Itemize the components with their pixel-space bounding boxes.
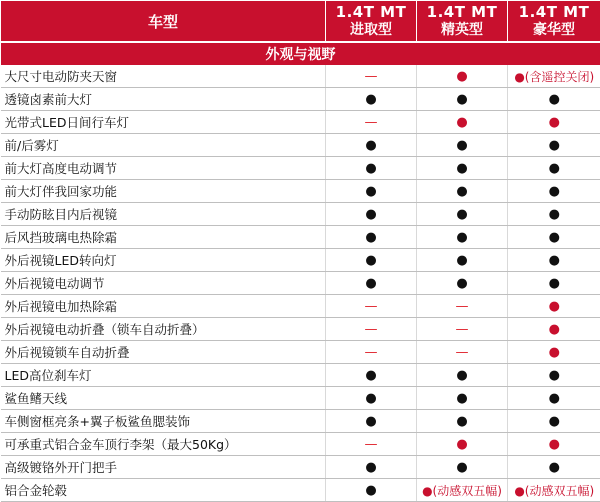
variant-value-cell bbox=[326, 364, 417, 387]
feature-name: 外后视镜LED转向灯 bbox=[1, 249, 326, 272]
variant-value-cell bbox=[417, 410, 508, 433]
section-title: 外观与视野 bbox=[1, 42, 600, 65]
feature-name: 外后视镜电加热除霜 bbox=[1, 295, 326, 318]
feature-name: 手动防眩目内后视镜 bbox=[1, 203, 326, 226]
variant-value-cell bbox=[508, 456, 600, 479]
availability-dot: ● bbox=[549, 322, 560, 337]
variant-value-cell bbox=[508, 479, 600, 502]
variant-value-cell bbox=[326, 157, 417, 180]
availability-dot: ● bbox=[549, 460, 560, 475]
variant-value-cell bbox=[326, 318, 417, 341]
feature-name: 前大灯伴我回家功能 bbox=[1, 180, 326, 203]
variant-engine: 1.4T MT bbox=[417, 3, 507, 21]
variant-value-cell bbox=[508, 65, 600, 88]
table-row bbox=[1, 180, 600, 203]
not-available-dash: — bbox=[365, 345, 378, 360]
variant-value-cell bbox=[326, 65, 417, 88]
availability-dot: ● bbox=[549, 345, 560, 360]
availability-dot: ● bbox=[365, 207, 376, 222]
variant-value-cell bbox=[417, 456, 508, 479]
table-row bbox=[1, 295, 600, 318]
option-note: ●(含遥控关闭) bbox=[514, 68, 594, 85]
variant-trim: 进取型 bbox=[326, 21, 416, 39]
availability-dot: ● bbox=[549, 92, 560, 107]
feature-name: 鲨鱼鳍天线 bbox=[1, 387, 326, 410]
variant-trim: 豪华型 bbox=[508, 21, 600, 39]
availability-dot: ● bbox=[456, 253, 467, 268]
option-note: ●(动感双五幅) bbox=[422, 482, 502, 499]
feature-name: 外后视镜锁车自动折叠 bbox=[1, 341, 326, 364]
table-row bbox=[1, 479, 600, 502]
feature-name: 前大灯高度电动调节 bbox=[1, 157, 326, 180]
availability-dot: ● bbox=[365, 483, 376, 498]
table-row bbox=[1, 318, 600, 341]
variant-header-2 bbox=[417, 1, 508, 43]
table-row bbox=[1, 387, 600, 410]
variant-value-cell bbox=[508, 341, 600, 364]
feature-name: LED高位刹车灯 bbox=[1, 364, 326, 387]
variant-value-cell bbox=[417, 272, 508, 295]
availability-dot: ● bbox=[549, 437, 560, 452]
variant-value-cell bbox=[508, 226, 600, 249]
section-header-row bbox=[1, 42, 600, 65]
variant-value-cell bbox=[326, 456, 417, 479]
feature-name: 外后视镜电动折叠（锁车自动折叠） bbox=[1, 318, 326, 341]
option-note: ●(动感双五幅) bbox=[514, 482, 594, 499]
variant-value-cell bbox=[417, 433, 508, 456]
variant-value-cell bbox=[417, 88, 508, 111]
availability-dot: ● bbox=[549, 253, 560, 268]
variant-value-cell bbox=[326, 180, 417, 203]
availability-dot: ● bbox=[365, 368, 376, 383]
availability-dot: ● bbox=[365, 230, 376, 245]
variant-value-cell bbox=[508, 410, 600, 433]
feature-name: 前/后雾灯 bbox=[1, 134, 326, 157]
availability-dot: ● bbox=[456, 69, 467, 84]
variant-value-cell bbox=[326, 249, 417, 272]
not-available-dash: — bbox=[456, 322, 469, 337]
variant-value-cell bbox=[417, 341, 508, 364]
availability-dot: ● bbox=[549, 368, 560, 383]
availability-dot: ● bbox=[549, 299, 560, 314]
variant-value-cell bbox=[508, 272, 600, 295]
table-row bbox=[1, 272, 600, 295]
variant-value-cell bbox=[508, 157, 600, 180]
table-row bbox=[1, 203, 600, 226]
variant-value-cell bbox=[508, 364, 600, 387]
availability-dot: ● bbox=[549, 161, 560, 176]
feature-name: 高级镀铬外开门把手 bbox=[1, 456, 326, 479]
availability-dot: ● bbox=[456, 92, 467, 107]
variant-value-cell bbox=[508, 433, 600, 456]
variant-value-cell bbox=[508, 88, 600, 111]
not-available-dash: — bbox=[456, 299, 469, 314]
not-available-dash: — bbox=[365, 115, 378, 130]
variant-engine: 1.4T MT bbox=[326, 3, 416, 21]
availability-dot: ● bbox=[456, 161, 467, 176]
variant-value-cell bbox=[326, 433, 417, 456]
table-row bbox=[1, 456, 600, 479]
feature-name: 大尺寸电动防夹天窗 bbox=[1, 65, 326, 88]
table-row bbox=[1, 134, 600, 157]
variant-trim: 精英型 bbox=[417, 21, 507, 39]
variant-value-cell bbox=[417, 180, 508, 203]
variant-value-cell bbox=[326, 295, 417, 318]
not-available-dash: — bbox=[365, 69, 378, 84]
availability-dot: ● bbox=[365, 253, 376, 268]
variant-value-cell bbox=[326, 387, 417, 410]
table-row bbox=[1, 433, 600, 456]
availability-dot: ● bbox=[365, 92, 376, 107]
variant-value-cell bbox=[326, 111, 417, 134]
variant-value-cell bbox=[326, 410, 417, 433]
availability-dot: ● bbox=[456, 276, 467, 291]
feature-name: 光带式LED日间行车灯 bbox=[1, 111, 326, 134]
availability-dot: ● bbox=[456, 138, 467, 153]
not-available-dash: — bbox=[365, 322, 378, 337]
feature-name: 后风挡玻璃电热除霜 bbox=[1, 226, 326, 249]
variant-value-cell bbox=[326, 226, 417, 249]
variant-value-cell bbox=[326, 272, 417, 295]
variant-value-cell bbox=[326, 479, 417, 502]
availability-dot: ● bbox=[456, 184, 467, 199]
variant-value-cell bbox=[508, 249, 600, 272]
not-available-dash: — bbox=[365, 437, 378, 452]
variant-value-cell bbox=[508, 180, 600, 203]
availability-dot: ● bbox=[549, 276, 560, 291]
variant-value-cell bbox=[326, 134, 417, 157]
feature-name: 车侧窗框亮条+翼子板鲨鱼腮装饰 bbox=[1, 410, 326, 433]
variant-value-cell bbox=[508, 295, 600, 318]
table-row bbox=[1, 88, 600, 111]
availability-dot: ● bbox=[456, 115, 467, 130]
availability-dot: ● bbox=[456, 391, 467, 406]
availability-dot: ● bbox=[456, 368, 467, 383]
variant-value-cell bbox=[417, 249, 508, 272]
table-row bbox=[1, 249, 600, 272]
not-available-dash: — bbox=[456, 345, 469, 360]
variant-value-cell bbox=[417, 134, 508, 157]
availability-dot: ● bbox=[365, 276, 376, 291]
variant-value-cell bbox=[417, 65, 508, 88]
header-row bbox=[1, 1, 600, 43]
availability-dot: ● bbox=[549, 230, 560, 245]
table-row bbox=[1, 65, 600, 88]
variant-header-3 bbox=[508, 1, 600, 43]
feature-name: 铝合金轮毂 bbox=[1, 479, 326, 502]
variant-value-cell bbox=[326, 203, 417, 226]
availability-dot: ● bbox=[549, 184, 560, 199]
variant-value-cell bbox=[508, 134, 600, 157]
availability-dot: ● bbox=[456, 207, 467, 222]
availability-dot: ● bbox=[549, 391, 560, 406]
table-row bbox=[1, 410, 600, 433]
variant-value-cell bbox=[508, 203, 600, 226]
feature-column-header: 车型 bbox=[1, 1, 326, 43]
availability-dot: ● bbox=[456, 230, 467, 245]
availability-dot: ● bbox=[365, 138, 376, 153]
availability-dot: ● bbox=[549, 115, 560, 130]
table-row bbox=[1, 157, 600, 180]
table-row bbox=[1, 226, 600, 249]
variant-value-cell bbox=[417, 479, 508, 502]
availability-dot: ● bbox=[549, 414, 560, 429]
variant-value-cell bbox=[508, 387, 600, 410]
variant-header-1 bbox=[326, 1, 417, 43]
variant-value-cell bbox=[417, 157, 508, 180]
feature-name: 外后视镜电动调节 bbox=[1, 272, 326, 295]
variant-value-cell bbox=[508, 318, 600, 341]
feature-name: 可承重式铝合金车顶行李架（最大50Kg） bbox=[1, 433, 326, 456]
variant-value-cell bbox=[417, 364, 508, 387]
availability-dot: ● bbox=[456, 437, 467, 452]
table-row bbox=[1, 364, 600, 387]
variant-engine: 1.4T MT bbox=[508, 3, 600, 21]
feature-name: 透镜卤素前大灯 bbox=[1, 88, 326, 111]
variant-value-cell bbox=[417, 203, 508, 226]
variant-value-cell bbox=[326, 88, 417, 111]
availability-dot: ● bbox=[365, 184, 376, 199]
availability-dot: ● bbox=[365, 414, 376, 429]
not-available-dash: — bbox=[365, 299, 378, 314]
variant-value-cell bbox=[417, 226, 508, 249]
variant-value-cell bbox=[417, 387, 508, 410]
availability-dot: ● bbox=[549, 138, 560, 153]
availability-dot: ● bbox=[365, 391, 376, 406]
variant-value-cell bbox=[417, 295, 508, 318]
availability-dot: ● bbox=[549, 207, 560, 222]
variant-value-cell bbox=[417, 111, 508, 134]
variant-value-cell bbox=[417, 318, 508, 341]
availability-dot: ● bbox=[456, 460, 467, 475]
availability-dot: ● bbox=[365, 460, 376, 475]
availability-dot: ● bbox=[365, 161, 376, 176]
table-row bbox=[1, 341, 600, 364]
variant-value-cell bbox=[508, 111, 600, 134]
variant-value-cell bbox=[326, 341, 417, 364]
availability-dot: ● bbox=[456, 414, 467, 429]
table-row bbox=[1, 111, 600, 134]
